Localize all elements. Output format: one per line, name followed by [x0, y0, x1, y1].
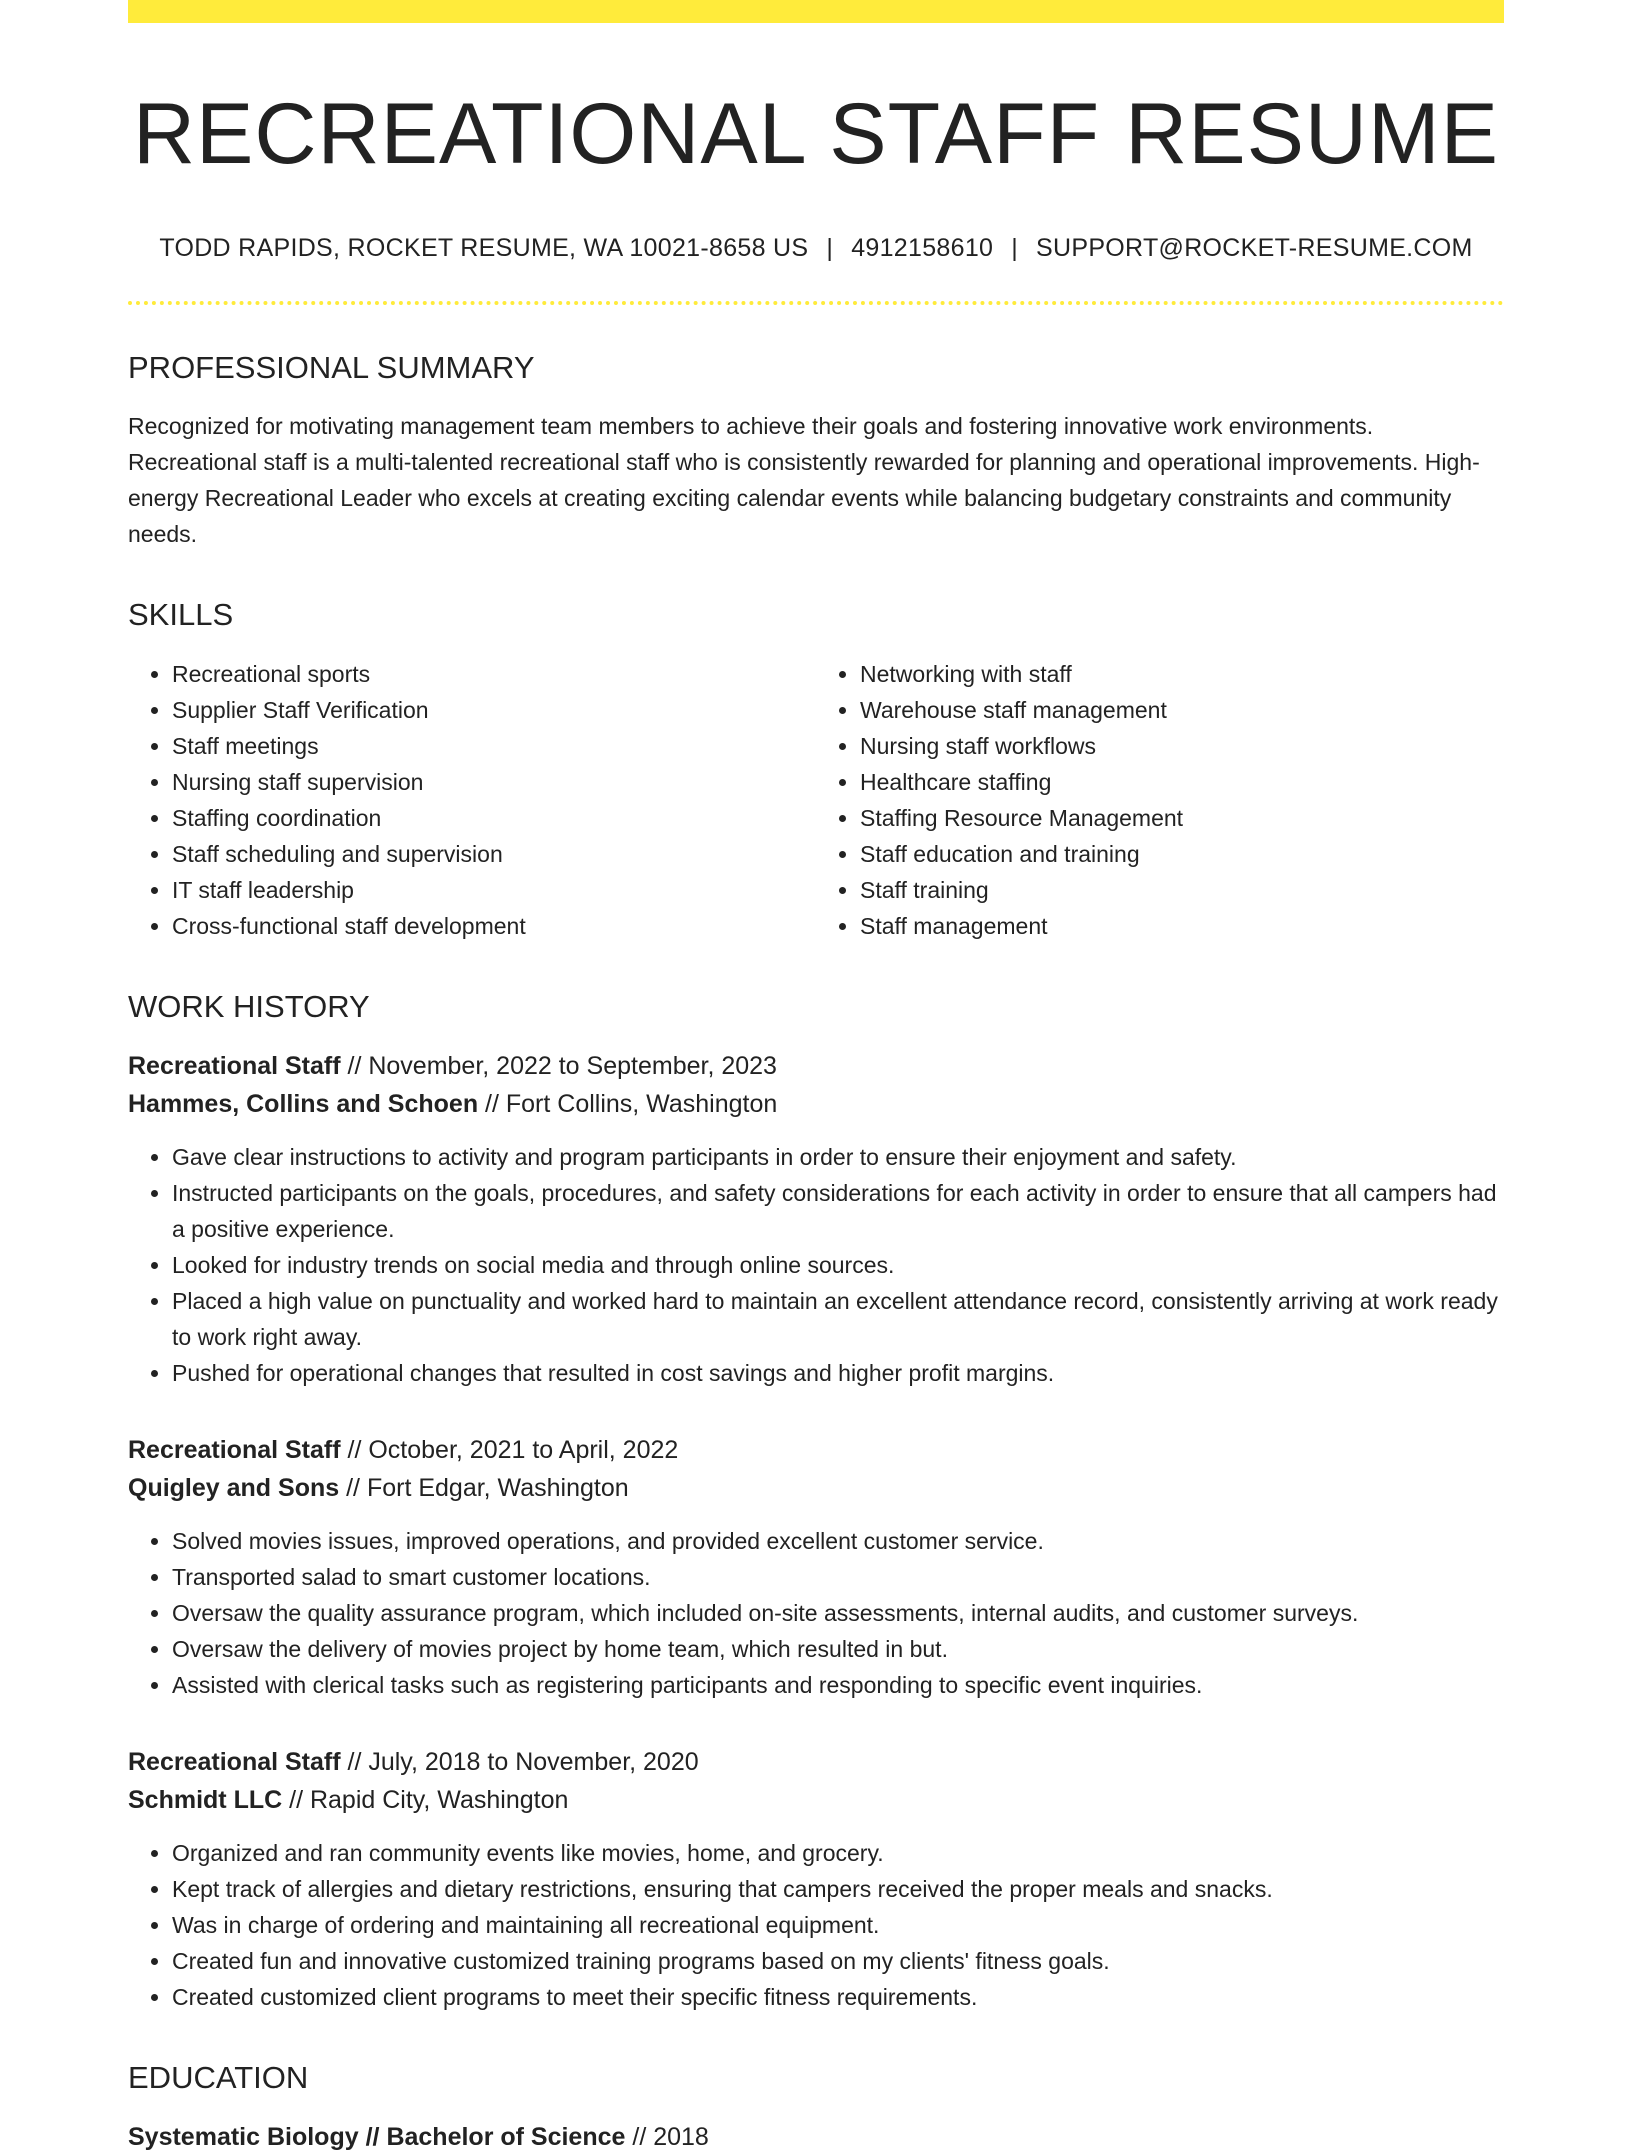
- skill-item: • Staffing Resource Management: [860, 800, 1504, 836]
- skill-item: • Staff management: [860, 908, 1504, 944]
- job-bullets: [128, 1523, 1504, 1703]
- job-bullet: • Created customized client programs to meet their specific fitness requirements.: [172, 1979, 1504, 2015]
- skill-item: • Staff training: [860, 872, 1504, 908]
- job-company-line: [128, 1085, 1504, 1123]
- skill-item: • Nursing staff supervision: [172, 764, 816, 800]
- education-entry: [128, 2118, 1504, 2156]
- skill-item: • Nursing staff workflows: [860, 728, 1504, 764]
- job-bullet: • Solved movies issues, improved operations, and provided excellent customer service.: [172, 1523, 1504, 1559]
- skills-column-right: [816, 656, 1504, 944]
- contact-separator: |: [1011, 234, 1019, 263]
- contact-email: SUPPORT@ROCKET-RESUME.COM: [1036, 234, 1473, 263]
- skill-item: • Staff meetings: [172, 728, 816, 764]
- job-bullet: • Organized and ran community events like movies, home, and grocery.: [172, 1835, 1504, 1871]
- dotted-divider: [128, 301, 1504, 305]
- job-title: Recreational Staff: [128, 1435, 341, 1464]
- skill-item: • IT staff leadership: [172, 872, 816, 908]
- skills-column-left: [128, 656, 816, 944]
- job-bullet: • Assisted with clerical tasks such as registering participants and responding to specific event inquiries.: [172, 1667, 1504, 1703]
- skills-list: [128, 656, 1504, 944]
- job-dates: // October, 2021 to April, 2022: [340, 1435, 679, 1464]
- job-company: Hammes, Collins and Schoen: [128, 1089, 479, 1118]
- skill-item: • Cross-functional staff development: [172, 908, 816, 944]
- work-history-heading: WORK HISTORY: [128, 988, 370, 1024]
- summary-text: Recognized for motivating management team members to achieve their goals and fostering innovative work environments. Recreational staff is a multi-talented recreational staff who is consistently rewarded for planning and operational improvements. High-energy Recreational Leader who excels at creating exciting calendar events while balancing budgetary constraints and community needs.: [128, 413, 1480, 548]
- job-entry: [128, 1047, 1504, 1391]
- resume-page: [128, 0, 1504, 2156]
- job-bullets: [128, 1139, 1504, 1391]
- job-bullet: • Transported salad to smart customer locations.: [172, 1559, 1504, 1595]
- job-bullet: • Was in charge of ordering and maintaining all recreational equipment.: [172, 1907, 1504, 1943]
- education-year: // 2018: [625, 2122, 709, 2151]
- job-title-line: [128, 1047, 1504, 1085]
- job-bullet: • Created fun and innovative customized training programs based on my clients' fitness goals.: [172, 1943, 1504, 1979]
- job-title-line: [128, 1431, 1504, 1469]
- summary-heading: PROFESSIONAL SUMMARY: [128, 350, 535, 386]
- skill-item: • Warehouse staff management: [860, 692, 1504, 728]
- job-bullet: • Kept track of allergies and dietary restrictions, ensuring that campers received the proper meals and snacks.: [172, 1871, 1504, 1907]
- skill-item: • Healthcare staffing: [860, 764, 1504, 800]
- job-company: Quigley and Sons: [128, 1473, 340, 1502]
- job-location: // Fort Collins, Washington: [478, 1089, 778, 1118]
- job-title: Recreational Staff: [128, 1747, 341, 1776]
- job-bullet: • Oversaw the quality assurance program, which included on-site assessments, internal audits, and customer surveys.: [172, 1595, 1504, 1631]
- job-location: // Rapid City, Washington: [282, 1785, 569, 1814]
- job-dates: // July, 2018 to November, 2020: [340, 1747, 699, 1776]
- job-bullets: [128, 1835, 1504, 2015]
- job-entry: [128, 1431, 1504, 1703]
- job-bullet: • Oversaw the delivery of movies project by home team, which resulted in but.: [172, 1631, 1504, 1667]
- job-title-line: [128, 1743, 1504, 1781]
- job-entry: [128, 1743, 1504, 2015]
- job-company-line: [128, 1469, 1504, 1507]
- education-degree: Bachelor of Science: [386, 2122, 626, 2151]
- skills-heading: SKILLS: [128, 597, 234, 633]
- education-separator: //: [358, 2122, 387, 2151]
- skill-item: • Supplier Staff Verification: [172, 692, 816, 728]
- contact-separator: |: [826, 234, 834, 263]
- contact-phone: 4912158610: [851, 234, 994, 263]
- job-company: Schmidt LLC: [128, 1785, 283, 1814]
- job-bullet: • Looked for industry trends on social media and through online sources.: [172, 1247, 1504, 1283]
- skill-item: • Networking with staff: [860, 656, 1504, 692]
- resume-title: RECREATIONAL STAFF RESUME: [132, 86, 1500, 182]
- skill-item: • Staffing coordination: [172, 800, 816, 836]
- education-field: Systematic Biology: [128, 2122, 359, 2151]
- job-title: Recreational Staff: [128, 1051, 341, 1080]
- accent-top-bar: [128, 0, 1504, 23]
- education-heading: EDUCATION: [128, 2059, 309, 2095]
- job-dates: // November, 2022 to September, 2023: [340, 1051, 777, 1080]
- contact-address: TODD RAPIDS, ROCKET RESUME, WA 10021-8658 US: [159, 234, 809, 263]
- job-bullet: • Gave clear instructions to activity and program participants in order to ensure their enjoyment and safety.: [172, 1139, 1504, 1175]
- job-bullet: • Pushed for operational changes that resulted in cost savings and higher profit margins.: [172, 1355, 1504, 1391]
- skill-item: • Staff education and training: [860, 836, 1504, 872]
- skill-item: • Recreational sports: [172, 656, 816, 692]
- contact-line: [128, 234, 1504, 263]
- skill-item: • Staff scheduling and supervision: [172, 836, 816, 872]
- job-bullet: • Instructed participants on the goals, procedures, and safety considerations for each activity in order to ensure that all campers had a positive experience.: [172, 1175, 1504, 1247]
- job-company-line: [128, 1781, 1504, 1819]
- job-bullet: • Placed a high value on punctuality and worked hard to maintain an excellent attendance record, consistently arriving at work ready to work right away.: [172, 1283, 1504, 1355]
- job-location: // Fort Edgar, Washington: [339, 1473, 629, 1502]
